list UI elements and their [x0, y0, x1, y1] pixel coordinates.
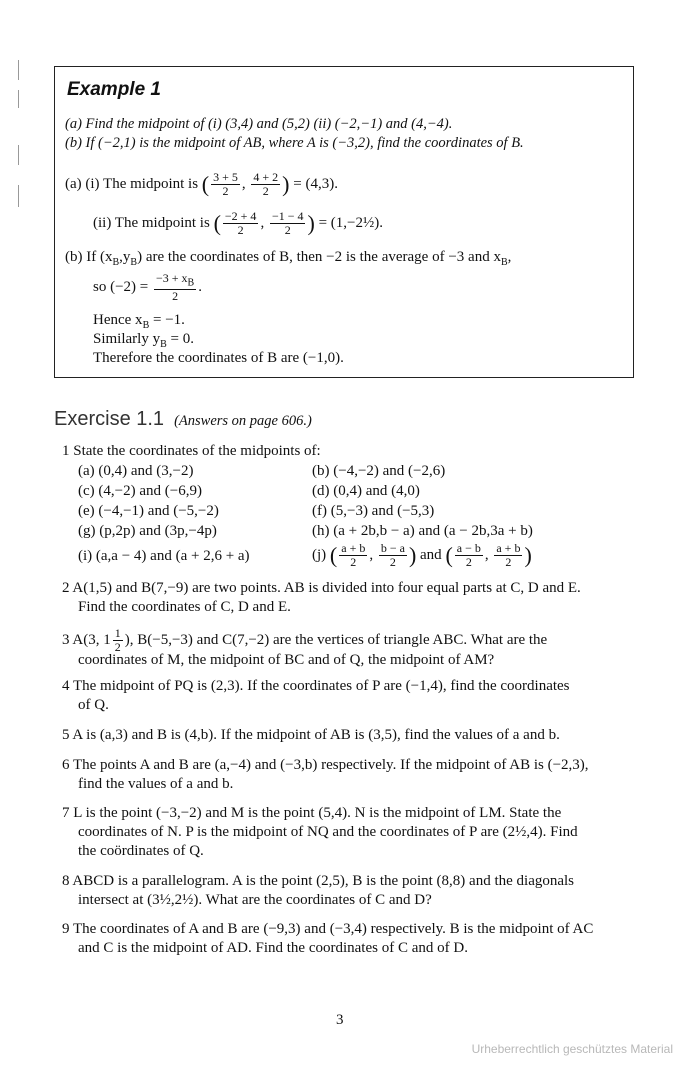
solution-b-hence: Hence $x_B = -1$. — [93, 312, 185, 331]
page-number: 3 — [336, 1012, 344, 1028]
exercise-answers-note: (Answers on page 606.) — [174, 413, 312, 429]
fraction: $\frac{3 + 5}{2}$ — [213, 170, 238, 198]
question-8-line2: intersect at (3½,2½). What are the coordinates of C and D? — [78, 892, 432, 908]
q1-item: (g) (p,2p) and (3p,−4p) — [78, 523, 217, 539]
q1-item: (f) (5,−3) and (−5,3) — [312, 503, 435, 519]
example-question-a: (a) Find the midpoint of (i) (3,4) and (5,2) (ii) (−2,−1) and (4,−4). — [65, 116, 453, 132]
question-7-line2: coordinates of N. P is the midpoint of NQ and the coordinates of P are (2½,4). Find — [78, 824, 578, 840]
question-1: 1 State the coordinates of the midpoints of: — [62, 443, 321, 459]
question-6-line1: 6 The points A and B are (a,−4) and (−3,b) respectively. If the midpoint of AB is (−2,3), — [62, 757, 589, 773]
q1-item: (d) (0,4) and (4,0) — [312, 483, 420, 499]
question-6-line2: find the values of a and b. — [78, 776, 234, 792]
question-5: 5 A is (a,3) and B is (4,b). If the midpoint of AB is (3,5), find the values of a and b. — [62, 727, 560, 743]
solution-a-ii-result: = (1,−2½). — [318, 214, 383, 231]
solution-b-therefore: Therefore the coordinates of B are (−1,0). — [93, 350, 344, 366]
question-7-line1: 7 L is the point (−3,−2) and M is the point (5,4). N is the midpoint of LM. State the — [62, 805, 562, 821]
fraction: $\frac{a + b}{2}$ — [341, 541, 366, 569]
question-3-line1: 3 A(3, 1 $\frac{1}{2}$ ), B(−5,−3) and C(7,−2) are the vertices of triangle ABC. What are the — [62, 626, 548, 654]
solution-a-i: (a) (i) The midpoint is ( $\frac{3 + 5}{2}$ , $\frac{4 + 2}{2}$ ) = (4,3). — [65, 170, 338, 198]
example-question-b: (b) If (−2,1) is the midpoint of AB, where A is (−3,2), find the coordinates of B. — [65, 135, 524, 151]
fraction: $\frac{-1 - 4}{2}$ — [271, 209, 304, 237]
example-title: Example 1 — [67, 79, 161, 100]
fraction: $\frac{1}{2}$ — [114, 626, 121, 654]
solution-b-similarly: Similarly $y_B = 0$. — [93, 331, 194, 350]
question-8-line1: 8 ABCD is a parallelogram. A is the point (2,5), B is the point (8,8) and the diagonals — [62, 873, 575, 889]
fraction: $\frac{4 + 2}{2}$ — [253, 170, 279, 198]
question-9-line1: 9 The coordinates of A and B are (−9,3) and (−3,4) respectively. B is the midpoint of AC — [62, 921, 594, 937]
q1-item-j: (j) ( $\frac{a + b}{2}$ , $\frac{b - a}{2}$ ) and ( $\frac{a - b}{2}$ , $\frac{a + b}{2}$ ) — [312, 541, 532, 569]
example-box — [54, 66, 634, 378]
fraction: $\frac{-2 + 4}{2}$ — [224, 209, 257, 237]
solution-b-line1: (b) If $(x_B,y_B)$ are the coordinates of B, then −2 is the average of −3 and $x_B$, — [65, 249, 512, 268]
solution-b-equation: so (−2) = $\frac{-3 + x_B}{2}$ . — [93, 271, 202, 304]
exercise-title: Exercise 1.1 — [54, 408, 165, 430]
solution-a-i-label: (a) (i) The midpoint is — [65, 175, 199, 192]
question-4-line2: of Q. — [78, 697, 109, 713]
q1-item: (c) (4,−2) and (−6,9) — [78, 483, 202, 499]
margin-marks — [18, 60, 19, 210]
question-7-line3: the coördinates of Q. — [78, 843, 204, 859]
question-2-line2: Find the coordinates of C, D and E. — [78, 599, 291, 615]
q1-item-i: (i) (a,a − 4) and (a + 2,6 + a) — [78, 548, 250, 564]
fraction: $\frac{a + b}{2}$ — [496, 541, 521, 569]
question-4-line1: 4 The midpoint of PQ is (2,3). If the coordinates of P are (−1,4), find the coordinates — [62, 678, 570, 694]
question-3-line2: coordinates of M, the midpoint of BC and of Q, the midpoint of AM? — [78, 652, 495, 668]
q1-item: (b) (−4,−2) and (−2,6) — [312, 463, 446, 479]
solution-a-i-result: = (4,3). — [293, 175, 338, 192]
question-9-line2: and C is the midpoint of AD. Find the coordinates of C and of D. — [78, 940, 468, 956]
solution-a-ii-label: (ii) The midpoint is — [93, 214, 210, 231]
q1-item: (e) (−4,−1) and (−5,−2) — [78, 503, 219, 519]
solution-a-ii: (ii) The midpoint is ( $\frac{-2 + 4}{2}$ , $\frac{-1 - 4}{2}$ ) = (1,−2½). — [93, 209, 383, 237]
exercise-heading — [54, 408, 312, 431]
question-2-line1: 2 A(1,5) and B(7,−9) are two points. AB is divided into four equal parts at C, D and E. — [62, 580, 581, 596]
q1-item: (a) (0,4) and (3,−2) — [78, 463, 194, 479]
fraction: $\frac{a - b}{2}$ — [456, 541, 481, 569]
fraction: $\frac{b - a}{2}$ — [380, 541, 405, 569]
watermark: Urheberrechtlich geschütztes Material — [471, 1042, 673, 1056]
fraction: $\frac{-3 + x_B}{2}$ — [156, 271, 195, 304]
q1-item: (h) (a + 2b,b − a) and (a − 2b,3a + b) — [312, 523, 533, 539]
